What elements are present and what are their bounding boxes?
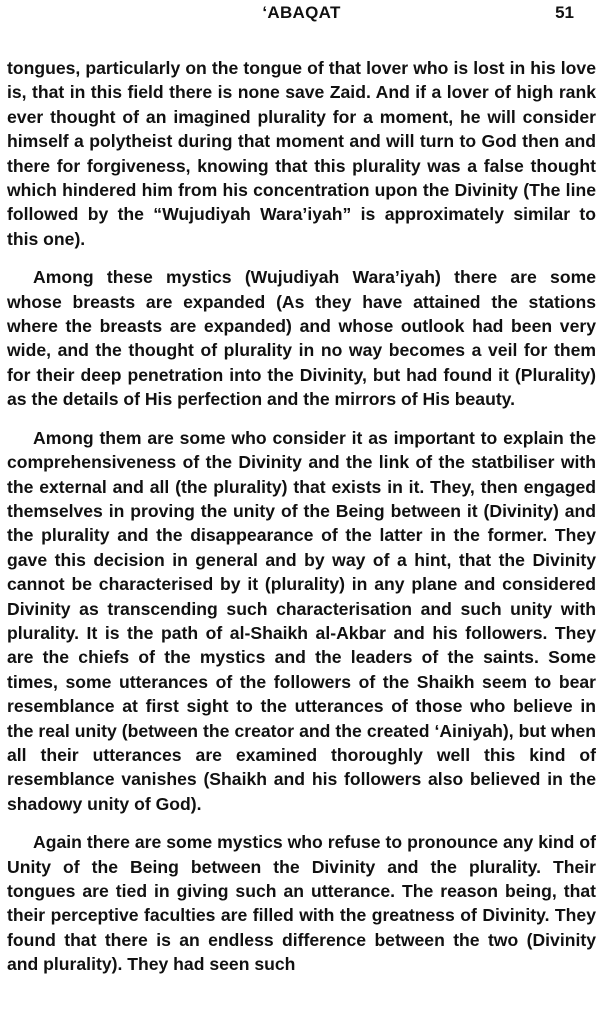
paragraph-2: Among these mystics (Wujudiyah Wara’iyah) there are some whose breasts are expanded (As they have attained the stations where the breasts are expanded) and whose outlook had been very wide, and the thought of plurality in no way becomes a veil for them for their deep penetration into the Divinity, but had found it (Plurality) as the details of His perfection and the mirrors of His beauty.: [7, 267, 596, 410]
paragraph-3: Among them are some who consider it as important to explain the comprehensiveness of the Divinity and the link of the statbiliser with the external and all (the plurality) that exists in it. They, then engaged themselves in proving the unity of the Being between it (Divinity) and the plurality and the disappearance of the latter in the former. They gave this decision in general and by way of a hint, that the Divinity cannot be characterised by it (plurality) in any plane and considered Divinity as transcending such characterisation and such unity with plurality. It is the path of al-Shaikh al-Akbar and his followers. They are the chiefs of the mystics and the leaders of the saints. Some times, some utterances of the followers of the Shaikh seem to bear resemblance at first sight to the utterances of those who believe in the real unity (between the creator and the created ‘Ainiyah), but when all their utterances are examined thoroughly well this kind of resemblance vanishes (Shaikh and his followers also believed in the shadowy unity of God).: [7, 427, 596, 814]
paragraph-1: tongues, particularly on the tongue of that lover who is lost in his love is, that in this field there is none save Zaid. And if a lover of high rank ever thought of an imagined plurality for a moment, he will consider himself a polytheist during that moment and will turn to God then and there for forgiveness, knowing that this plurality was a false thought which hindered him from his concentration upon the Divinity (The line followed by the “Wujudiyah Wara’iyah” is approximately similar to this one).: [7, 58, 596, 249]
page-number: 51: [555, 3, 574, 22]
page-header: [7, 0, 596, 28]
paragraph-4: Again there are some mystics who refuse to pronounce any kind of Unity of the Being between the Divinity and the plurality. Their tongues are tied in giving such an utterance. The reason being, that their perceptive faculties are filled with the greatness of Divinity. They found that there is an endless difference between the two (Divinity and plurality). They had seen such: [7, 832, 596, 975]
body-text: [7, 56, 596, 977]
running-head: ‘ABAQAT: [262, 3, 341, 22]
